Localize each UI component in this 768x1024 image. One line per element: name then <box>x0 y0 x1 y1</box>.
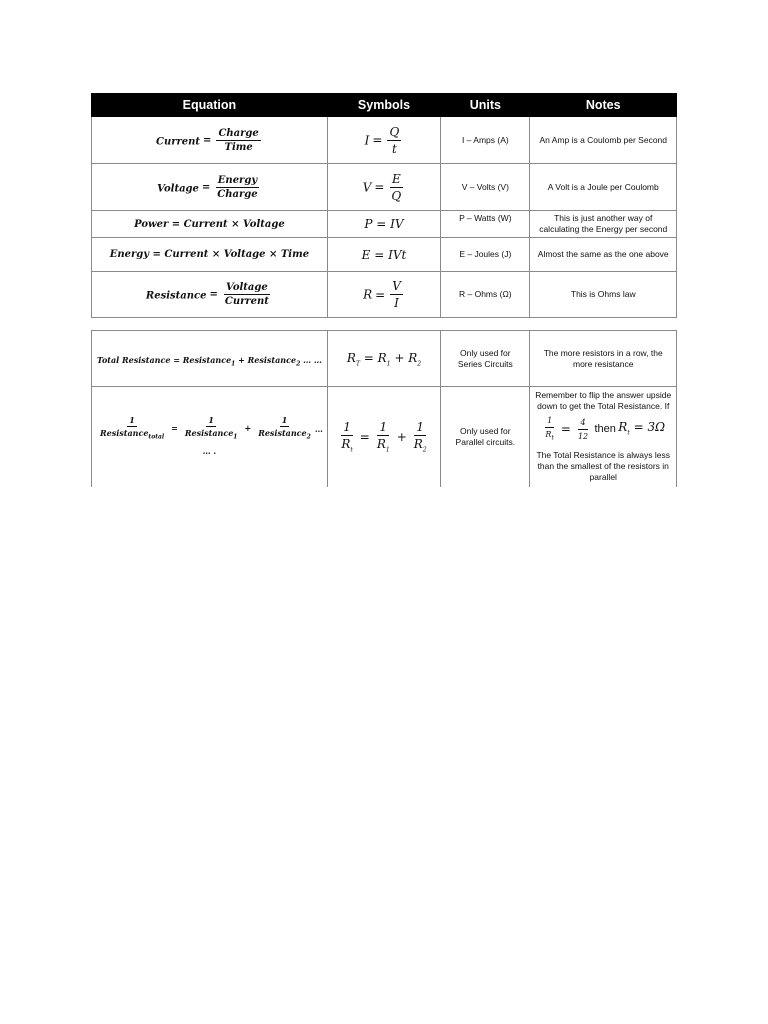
subscript: 1 <box>231 360 236 368</box>
table-row <box>92 272 677 318</box>
symbol-lhs: R <box>363 287 373 302</box>
symbol-cell: E = IVt <box>327 238 440 272</box>
notes-cell: An Amp is a Coulomb per Second <box>530 117 677 164</box>
units-cell: E – Joules (J) <box>441 238 530 272</box>
notes-cell: A Volt is a Joule per Coulomb <box>530 164 677 211</box>
subscript: 1 <box>386 360 391 368</box>
symbol-term: R <box>377 351 387 366</box>
subscript: 2 <box>422 446 427 454</box>
table-row <box>92 331 677 387</box>
equation-tail: … … . <box>202 423 323 456</box>
subscript: 2 <box>306 433 311 441</box>
equation-fraction <box>216 128 260 153</box>
units-cell: Only used for Series Circuits <box>441 331 530 387</box>
fraction-denominator: Current <box>224 296 269 307</box>
fraction-numerator: 1 <box>343 420 351 435</box>
equation-cell: $\frac{1}{Resistance_{total}}$ = $\frac{1}{Resistance_1}$ + $\frac{1}{Resistance_2}$ … … . <box>92 387 328 487</box>
fraction-numerator: Charge <box>218 127 259 139</box>
equation-cell: Voltage = $\frac{\text{Energy}}{\text{Charge}}$ <box>92 164 328 211</box>
equation-lhs: Voltage <box>157 183 199 195</box>
units-cell: I – Amps (A) <box>441 117 530 164</box>
notes-example: $\frac{1}{R_t}$ = $\frac{4}{12}$ then $R_t = 3\Omega$ <box>545 416 666 443</box>
notes-text: The Total Resistance is always less than the smallest of the resistors in parallel <box>536 450 670 483</box>
equation-cell: Current = $\frac{\text{Charge}}{\text{Time}}$ <box>92 117 328 164</box>
fraction-denominator: 12 <box>577 432 589 442</box>
fraction-denominator: Time <box>224 141 253 153</box>
equation-lhs: Current <box>156 136 201 148</box>
fraction-numerator: 1 <box>129 414 135 425</box>
notes-cell <box>530 387 677 487</box>
fraction-numerator: Voltage <box>225 282 268 293</box>
subscript: T <box>355 360 360 368</box>
subscript: total <box>148 433 165 441</box>
symbol-cell: R = $\frac{V}{I}$ <box>327 272 440 318</box>
fraction-denominator: R <box>545 430 552 440</box>
table-row <box>92 117 677 164</box>
subscript: 2 <box>417 360 422 368</box>
symbol-cell: V = $\frac{E}{Q}$ <box>327 164 440 211</box>
equation-tail: … … <box>303 354 322 365</box>
notes-result: = 3Ω <box>633 419 666 434</box>
symbol-term: R <box>408 351 418 366</box>
fraction-numerator: E <box>391 171 401 186</box>
header-units: Units <box>441 94 530 117</box>
equation-cell: Resistance = $\frac{\text{Voltage}}{\text{Current}}$ <box>92 272 328 318</box>
equation-lhs: Total Resistance <box>96 354 171 365</box>
equation-term: Resistance <box>247 354 297 365</box>
equation-fraction <box>215 175 259 200</box>
fraction-numerator: 4 <box>578 417 587 430</box>
fraction-denominator: I <box>394 296 399 310</box>
equation-term: Resistance <box>182 354 232 365</box>
fraction-denominator: Resistance <box>99 427 149 438</box>
fraction-numerator: 1 <box>416 420 425 435</box>
table-row <box>92 164 677 211</box>
fraction-numerator: Energy <box>217 174 258 186</box>
equation-cell: Total Resistance = Resistance$_1$ + Resistance$_2$ … … <box>92 331 328 387</box>
fraction-numerator: 1 <box>208 414 214 425</box>
fraction-numerator: 1 <box>281 414 288 425</box>
subscript: 2 <box>296 360 301 368</box>
subscript: 1 <box>385 446 390 454</box>
table-row <box>92 238 677 272</box>
units-cell: P – Watts (W) <box>441 211 530 238</box>
symbol-cell: P = IV <box>327 211 440 238</box>
symbol-lhs: V <box>362 180 372 195</box>
units-cell: R – Ohms (Ω) <box>441 272 530 318</box>
notes-text: Remember to flip the answer upside down to get the Total Resistance. If <box>535 390 672 412</box>
header-symbols: Symbols <box>327 94 440 117</box>
symbol-term: R <box>618 419 628 434</box>
fraction-denominator: Charge <box>217 188 258 200</box>
subscript: t <box>627 428 630 436</box>
header-row <box>92 94 677 117</box>
notes-cell: This is Ohms law <box>530 272 677 318</box>
fraction-denominator: Resistance <box>184 427 234 438</box>
equation-cell: Energy = Current × Voltage × Time <box>92 238 328 272</box>
symbol-cell: $R_T = R_1 + R_2$ <box>327 331 440 387</box>
subscript: t <box>551 435 554 443</box>
fraction-numerator: V <box>392 279 401 293</box>
units-cell: Only used for Parallel circuits. <box>441 387 530 487</box>
symbol-cell: I = $\frac{Q}{t}$ <box>327 117 440 164</box>
header-notes: Notes <box>530 94 677 117</box>
fraction-numerator: Q <box>389 124 400 139</box>
fraction-denominator: R <box>413 437 423 452</box>
formula-table <box>91 93 677 318</box>
fraction-denominator: t <box>391 141 397 156</box>
fraction-denominator: Resistance <box>258 427 307 438</box>
subscript: t <box>350 446 353 454</box>
subscript: 1 <box>233 433 238 441</box>
fraction-denominator: R <box>376 437 386 452</box>
table-row <box>92 211 677 238</box>
notes-cell: This is just another way of calculating the Energy per second <box>530 211 677 238</box>
symbol-cell: $\frac{1}{R_t}$ = $\frac{1}{R_1}$ + $\frac{1}{R_2}$ <box>327 387 440 487</box>
resistance-table <box>91 330 677 487</box>
equation-lhs: Resistance <box>145 290 207 302</box>
notes-then: then <box>594 423 616 436</box>
notes-cell: The more resistors in a row, the more resistance <box>530 331 677 387</box>
notes-cell: Almost the same as the one above <box>530 238 677 272</box>
fraction-numerator: 1 <box>379 420 388 435</box>
equation-fraction <box>223 282 271 307</box>
fraction-denominator: Q <box>391 188 402 203</box>
units-cell: V – Volts (V) <box>441 164 530 211</box>
table-row <box>92 387 677 487</box>
header-equation: Equation <box>92 94 328 117</box>
fraction-numerator: 1 <box>545 415 554 428</box>
fraction-denominator: R <box>341 437 351 452</box>
equation-cell: Power = Current × Voltage <box>92 211 328 238</box>
symbol-lhs: R <box>346 351 356 366</box>
symbol-lhs: I <box>364 133 370 148</box>
